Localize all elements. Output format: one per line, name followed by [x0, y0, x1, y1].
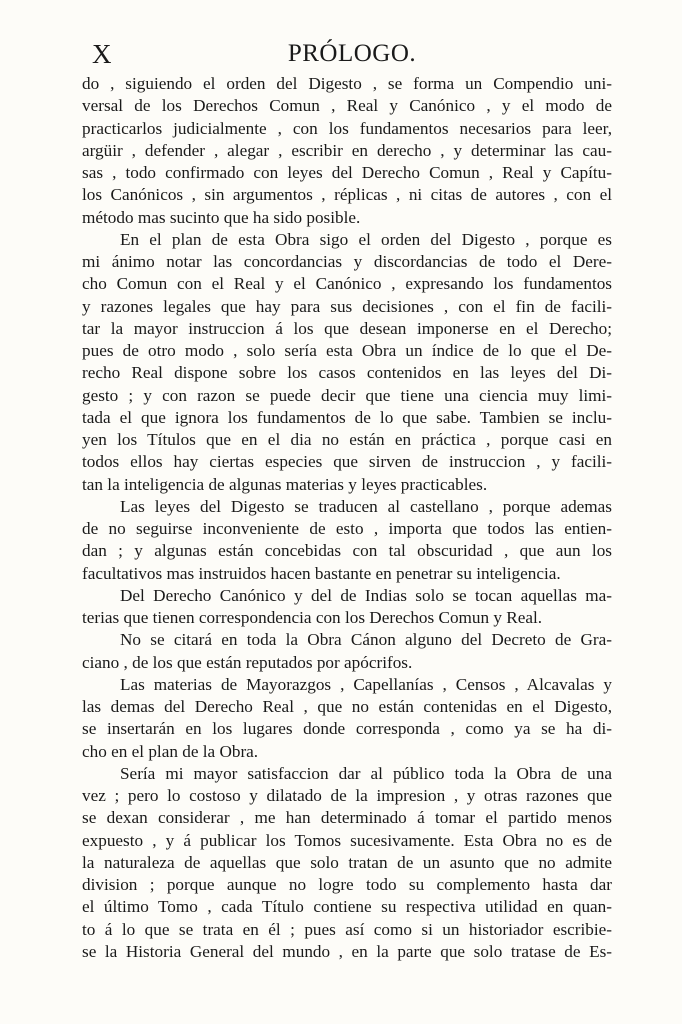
paragraph [82, 496, 612, 585]
text-line: mi ánimo notar las concordancias y discordancias de todo el Dere- [82, 252, 612, 271]
page-header [92, 36, 612, 72]
text-line: vez ; pero lo costoso y dilatado de la impresion , y otras razones que [82, 786, 612, 805]
text-line: tar la mayor instruccion á los que desean imponerse en el Derecho; [82, 318, 612, 338]
text-line: do , siguiendo el orden del Digesto , se forma un Compendio uni- [82, 74, 612, 93]
text-line: tan la inteligencia de algunas materias y leyes practicables. [82, 474, 488, 494]
text-line: yen los Títulos que en el dia no están en práctica , porque casi en [82, 430, 612, 449]
text-line: de no seguirse inconveniente de esto , importa que todos las entien- [82, 519, 612, 538]
text-line: los Canónicos , sin argumentos , réplicas , ni citas de autores , con el [82, 185, 612, 205]
text-line: se insertarán en los lugares donde corresponda , como ya se ha di- [82, 719, 612, 739]
text-line: pues de otro modo , solo sería esta Obra un índice de lo que el De- [82, 341, 612, 360]
paragraph [82, 73, 612, 229]
text-line: y razones legales que hay para sus decisiones , con el fin de facili- [82, 296, 612, 316]
paragraph [82, 585, 612, 630]
text-line: dan ; y algunas están concebidas con tal obscuridad , que aun los [82, 541, 612, 561]
text-line: sas , todo confirmado con leyes del Derecho Comun , Real y Capítu- [82, 163, 612, 182]
paragraph [82, 674, 612, 763]
text-line: expuesto , y á publicar los Tomos sucesivamente. Esta Obra no es de [82, 830, 612, 850]
text-line: Las leyes del Digesto se traducen al castellano , porque ademas [120, 496, 612, 516]
text-line: cho Comun con el Real y el Canónico , expresando los fundamentos [82, 274, 612, 294]
text-line: tada el que ignora los fundamentos de lo que sabe. Tambien se inclu- [82, 407, 612, 427]
text-line: gesto ; y con razon se puede decir que tiene una ciencia muy limi- [82, 385, 612, 405]
text-line: cho en el plan de la Obra. [82, 741, 259, 761]
text-line: argüir , defender , alegar , escribir en derecho , y determinar las cau- [82, 140, 612, 160]
text-line: se dexan considerar , me han determinado á tomar el partido menos [82, 808, 612, 828]
text-line: Sería mi mayor satisfaccion dar al público toda la Obra de una [120, 763, 612, 783]
text-line: En el plan de esta Obra sigo el orden del Digesto , porque es [120, 229, 612, 249]
paragraph [82, 629, 612, 674]
text-line: se la Historia General del mundo , en la parte que solo tratase de Es- [82, 941, 612, 961]
page-number: X [92, 39, 112, 69]
text-line: las demas del Derecho Real , que no están contenidas en el Digesto, [82, 697, 612, 716]
paragraph [82, 763, 612, 963]
text-line: versal de los Derechos Comun , Real y Canónico , y el modo de [82, 96, 612, 116]
text-line: método mas sucinto que ha sido posible. [82, 207, 361, 227]
text-line: la naturaleza de aquellas que solo tratan de un asunto que no admite [82, 852, 612, 872]
text-line: ciano , de los que están reputados por apócrifos. [82, 652, 413, 672]
text-line: recho Real dispone sobre los casos contenidos en las leyes del Di- [82, 363, 612, 383]
text-line: practicarlos judicialmente , con los fundamentos necesarios para leer, [82, 118, 612, 138]
text-line: todos ellos hay ciertas especies que sirven de instruccion , y facili- [82, 452, 612, 472]
text-line: facultativos mas instruidos hacen bastante en penetrar su inteligencia. [82, 563, 561, 583]
running-title: PRÓLOGO. [287, 40, 417, 67]
text-line: to á lo que se trata en él ; pues así como si un historiador escribie- [82, 919, 612, 939]
text-line: Las materias de Mayorazgos , Capellanías , Censos , Alcavalas y [120, 674, 612, 694]
text-line: division ; porque aunque no logre todo su complemento hasta dar [82, 875, 612, 894]
text-line: el último Tomo , cada Título contiene su respectiva utilidad en quan- [82, 897, 612, 917]
text-line: No se citará en toda la Obra Cánon alguno del Decreto de Gra- [120, 630, 612, 650]
text-line: Del Derecho Canónico y del de Indias solo se tocan aquellas ma- [120, 585, 612, 605]
text-line: terias que tienen correspondencia con los Derechos Comun y Real. [82, 608, 543, 627]
body-text [82, 73, 612, 963]
paragraph [82, 229, 612, 496]
